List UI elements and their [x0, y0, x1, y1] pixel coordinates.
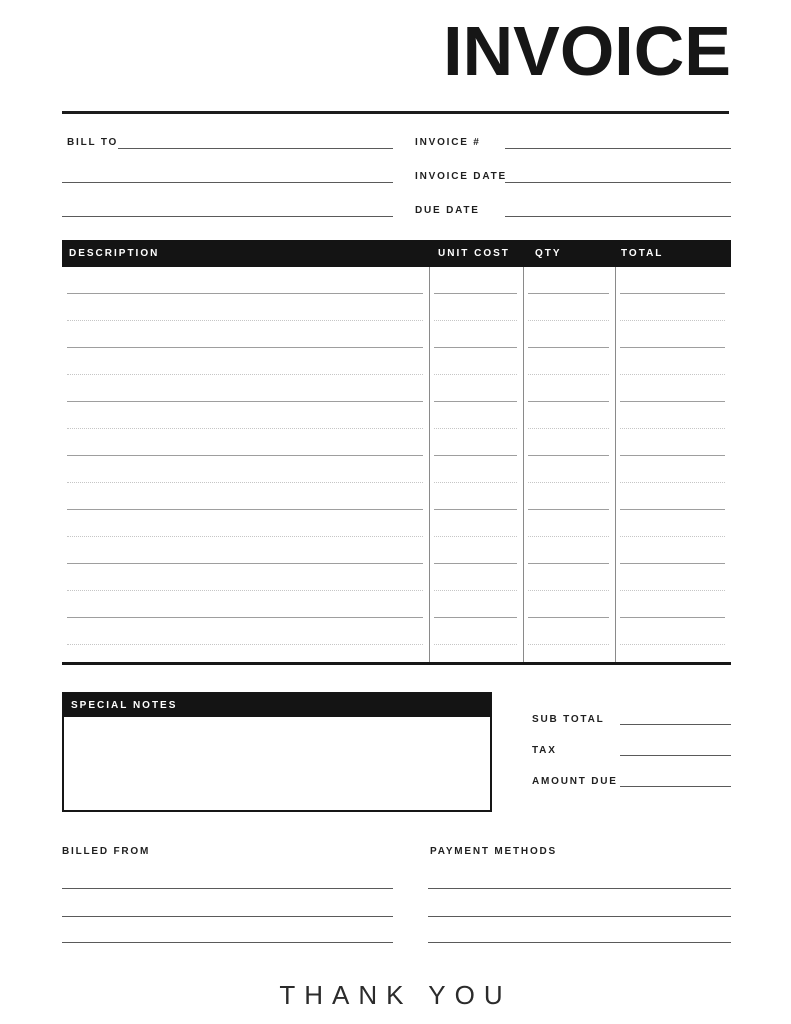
payment-methods-field-1[interactable]: [428, 888, 731, 889]
payment-methods-label: PAYMENT METHODS: [430, 846, 558, 857]
invoice-number-label: INVOICE #: [415, 137, 481, 148]
due-date-label: DUE DATE: [415, 205, 480, 216]
item-cell[interactable]: [429, 348, 523, 375]
item-cell[interactable]: [523, 294, 615, 321]
amount-due-field[interactable]: [620, 786, 731, 787]
item-cell[interactable]: [62, 456, 429, 483]
item-cell[interactable]: [523, 429, 615, 456]
item-cell[interactable]: [615, 456, 731, 483]
item-cell[interactable]: [429, 402, 523, 429]
due-date-field[interactable]: [505, 216, 731, 217]
item-cell[interactable]: [429, 375, 523, 402]
item-cell[interactable]: [523, 483, 615, 510]
item-cell[interactable]: [62, 321, 429, 348]
sub-total-label: SUB TOTAL: [532, 714, 605, 725]
item-cell[interactable]: [62, 510, 429, 537]
item-cell[interactable]: [523, 402, 615, 429]
item-cell[interactable]: [615, 618, 731, 645]
item-cell[interactable]: [429, 618, 523, 645]
item-cell[interactable]: [429, 537, 523, 564]
item-cell[interactable]: [62, 429, 429, 456]
item-cell[interactable]: [615, 402, 731, 429]
item-cell[interactable]: [429, 483, 523, 510]
row-rule: [620, 644, 725, 645]
invoice-date-label: INVOICE DATE: [415, 171, 507, 182]
bill-to-label: BILL TO: [67, 137, 119, 148]
row-rule: [67, 644, 423, 645]
item-cell[interactable]: [429, 564, 523, 591]
item-cell[interactable]: [523, 321, 615, 348]
payment-methods-field-3[interactable]: [428, 942, 731, 943]
item-cell[interactable]: [615, 348, 731, 375]
item-row-line[interactable]: [62, 321, 731, 348]
item-cell[interactable]: [429, 456, 523, 483]
item-cell[interactable]: [615, 591, 731, 618]
items-table: [62, 240, 731, 665]
item-cell[interactable]: [62, 267, 429, 294]
item-cell[interactable]: [523, 618, 615, 645]
thank-you-text: THANK YOU: [279, 980, 512, 1010]
item-row-line[interactable]: [62, 591, 731, 618]
item-cell[interactable]: [62, 483, 429, 510]
invoice-date-field[interactable]: [505, 182, 731, 183]
column-header-unit-cost: UNIT COST: [438, 248, 510, 259]
item-row-line[interactable]: [62, 375, 731, 402]
item-cell[interactable]: [62, 348, 429, 375]
special-notes-box: [62, 692, 492, 812]
item-cell[interactable]: [429, 591, 523, 618]
item-row-line[interactable]: [62, 294, 731, 321]
item-cell[interactable]: [429, 294, 523, 321]
column-header-total: TOTAL: [621, 248, 664, 259]
item-row-line[interactable]: [62, 402, 731, 429]
item-cell[interactable]: [615, 483, 731, 510]
billed-from-field-1[interactable]: [62, 888, 393, 889]
item-cell[interactable]: [523, 591, 615, 618]
special-notes-header: [63, 693, 491, 717]
item-cell[interactable]: [523, 564, 615, 591]
item-row-line[interactable]: [62, 564, 731, 591]
item-cell[interactable]: [523, 375, 615, 402]
item-cell[interactable]: [615, 429, 731, 456]
item-row-line[interactable]: [62, 267, 731, 294]
item-cell[interactable]: [615, 510, 731, 537]
billed-from-field-3[interactable]: [62, 942, 393, 943]
item-cell[interactable]: [523, 348, 615, 375]
item-row-line[interactable]: [62, 537, 731, 564]
item-cell[interactable]: [62, 591, 429, 618]
item-row-line[interactable]: [62, 483, 731, 510]
bill-to-name-field[interactable]: [118, 148, 393, 149]
item-cell[interactable]: [62, 564, 429, 591]
bill-to-address-field-1[interactable]: [62, 182, 393, 183]
items-table-header: [62, 240, 731, 267]
item-row-line[interactable]: [62, 429, 731, 456]
billed-from-label: BILLED FROM: [62, 846, 151, 857]
column-header-qty: QTY: [535, 248, 562, 259]
item-row-line[interactable]: [62, 348, 731, 375]
tax-field[interactable]: [620, 755, 731, 756]
item-cell[interactable]: [615, 294, 731, 321]
item-cell[interactable]: [62, 402, 429, 429]
sub-total-field[interactable]: [620, 724, 731, 725]
items-rows: [62, 267, 731, 645]
item-cell[interactable]: [615, 537, 731, 564]
item-cell[interactable]: [62, 375, 429, 402]
item-row-line[interactable]: [62, 618, 731, 645]
billed-from-field-2[interactable]: [62, 916, 393, 917]
item-cell[interactable]: [615, 564, 731, 591]
item-cell[interactable]: [615, 375, 731, 402]
item-cell[interactable]: [429, 267, 523, 294]
item-cell[interactable]: [523, 510, 615, 537]
bill-to-address-field-2[interactable]: [62, 216, 393, 217]
special-notes-label: SPECIAL NOTES: [71, 699, 178, 711]
item-cell[interactable]: [523, 267, 615, 294]
item-cell[interactable]: [429, 321, 523, 348]
item-cell[interactable]: [615, 267, 731, 294]
tax-label: TAX: [532, 745, 557, 756]
item-row-line[interactable]: [62, 510, 731, 537]
item-cell[interactable]: [523, 456, 615, 483]
special-notes-field[interactable]: [64, 716, 490, 810]
items-table-body: [62, 267, 731, 665]
amount-due-label: AMOUNT DUE: [532, 776, 618, 787]
item-cell[interactable]: [523, 537, 615, 564]
item-cell[interactable]: [429, 510, 523, 537]
payment-methods-field-2[interactable]: [428, 916, 731, 917]
item-cell[interactable]: [62, 294, 429, 321]
item-cell[interactable]: [62, 537, 429, 564]
item-row-line[interactable]: [62, 456, 731, 483]
header-divider: [62, 111, 729, 114]
row-rule: [434, 644, 517, 645]
item-cell[interactable]: [615, 321, 731, 348]
item-cell[interactable]: [62, 618, 429, 645]
column-header-description: DESCRIPTION: [69, 248, 160, 259]
row-rule: [528, 644, 609, 645]
page-title: INVOICE: [443, 12, 731, 90]
invoice-number-field[interactable]: [505, 148, 731, 149]
item-cell[interactable]: [429, 429, 523, 456]
